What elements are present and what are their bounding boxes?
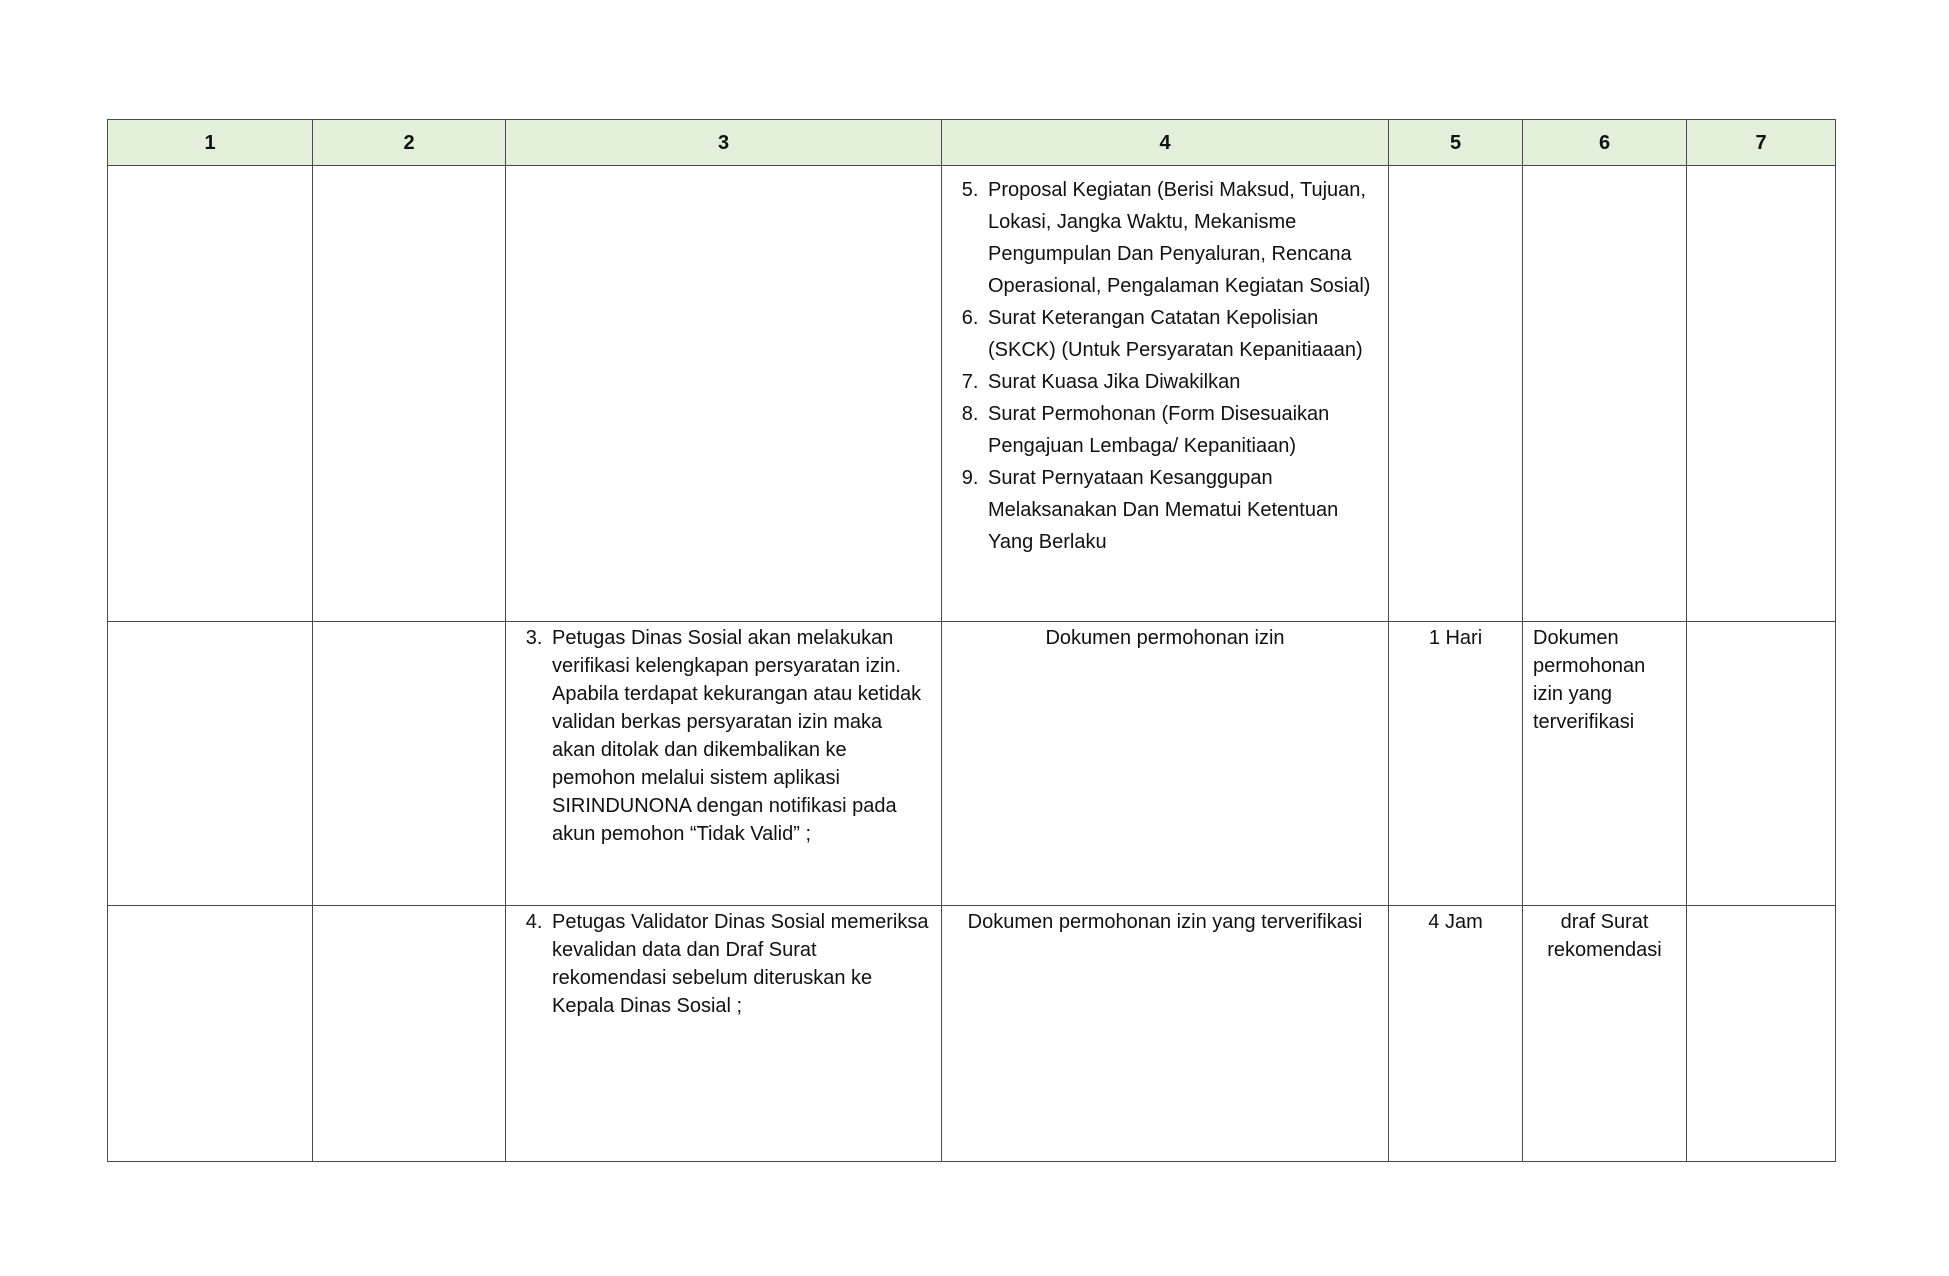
cell-empty: [108, 622, 313, 906]
cell-empty: [313, 906, 506, 1162]
output-cell: [1523, 622, 1687, 906]
list-item: 7. Surat Kuasa Jika Diwakilkan: [984, 366, 1376, 398]
list-item: 8. Surat Permohonan (Form Disesuaikan Pengajuan Lembaga/ Kepanitiaan): [984, 398, 1376, 462]
list-item: 9. Surat Pernyataan Kesanggupan Melaksanakan Dan Mematui Ketentuan Yang Berlaku: [984, 462, 1376, 558]
table-row: [108, 622, 1836, 906]
procedure-table: [107, 119, 1836, 1162]
cell-empty: [313, 166, 506, 622]
activity-list: [506, 622, 941, 848]
document-cell: [942, 906, 1389, 1162]
column-header-2: 2: [313, 120, 506, 166]
column-header-1: 1: [108, 120, 313, 166]
time-text: 4 Jam: [1428, 911, 1483, 933]
cell-empty: [1389, 166, 1523, 622]
activity-cell: [506, 622, 942, 906]
column-header-7: 7: [1687, 120, 1836, 166]
output-text: Dokumen permohonan izin yang terverifikasi: [1533, 627, 1646, 733]
output-text: draf Surat rekomendasi: [1547, 911, 1662, 961]
document-text: Dokumen permohonan izin: [1045, 627, 1285, 649]
activity-list: [506, 906, 941, 1020]
activity-cell: [506, 906, 942, 1162]
cell-empty: [506, 166, 942, 622]
list-item: 6. Surat Keterangan Catatan Kepolisian (SKCK) (Untuk Persyaratan Kepanitiaaan): [984, 302, 1376, 366]
cell-empty: [108, 166, 313, 622]
cell-empty: [1523, 166, 1687, 622]
cell-empty: [1687, 622, 1836, 906]
output-cell: [1523, 906, 1687, 1162]
column-header-4: 4: [942, 120, 1389, 166]
column-header-6: 6: [1523, 120, 1687, 166]
requirements-cell: [942, 166, 1389, 622]
table-row: [108, 906, 1836, 1162]
time-text: 1 Hari: [1428, 627, 1483, 649]
time-cell: [1389, 906, 1523, 1162]
activity-step: 3. Petugas Dinas Sosial akan melakukan verifikasi kelengkapan persyaratan izin. Apabila terdapat kekurangan atau ketidak validan berkas persyaratan izin maka akan ditolak dan dikembalikan ke pemohon melalui sistem aplikasi SIRINDUNONA dengan notifikasi pada akun pemohon “Tidak Valid” ;: [548, 624, 929, 848]
column-header-3: 3: [506, 120, 942, 166]
requirements-list: [942, 166, 1388, 558]
list-item: 5. Proposal Kegiatan (Berisi Maksud, Tujuan, Lokasi, Jangka Waktu, Mekanisme Pengumpulan Dan Penyaluran, Rencana Operasional, Pengalaman Kegiatan Sosial): [984, 174, 1376, 302]
column-header-5: 5: [1389, 120, 1523, 166]
document-cell: [942, 622, 1389, 906]
table-row: [108, 166, 1836, 622]
document-text: Dokumen permohonan izin yang terverifikasi: [967, 911, 1363, 933]
cell-empty: [1687, 906, 1836, 1162]
cell-empty: [1687, 166, 1836, 622]
activity-step: 4. Petugas Validator Dinas Sosial memeriksa kevalidan data dan Draf Surat rekomendasi sebelum diteruskan ke Kepala Dinas Sosial ;: [548, 908, 929, 1020]
cell-empty: [108, 906, 313, 1162]
time-cell: [1389, 622, 1523, 906]
cell-empty: [313, 622, 506, 906]
header-row: [108, 120, 1836, 166]
